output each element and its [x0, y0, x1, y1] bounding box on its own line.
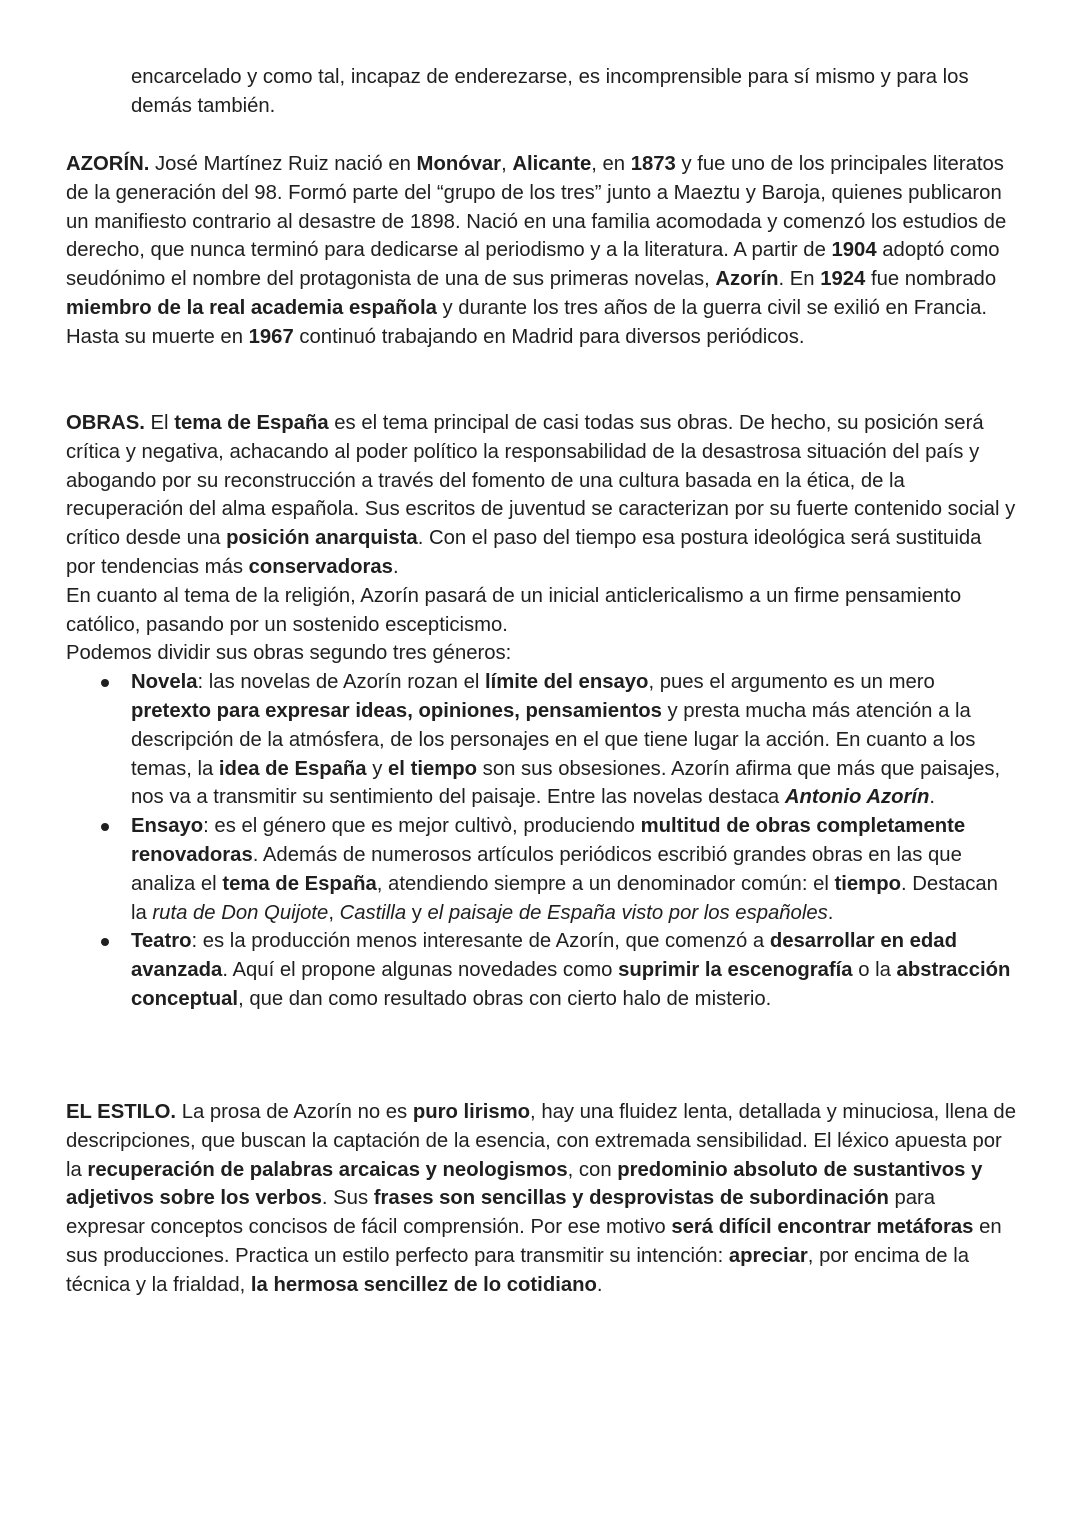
- azorin-paragraph: AZORÍN. José Martínez Ruiz nació en Monóvar, Alicante, en 1873 y fue uno de los principales literatos de la generación del 98. Formó parte del “grupo de los tres” junto a Maeztu y Baroja, quienes publicaron un manifiesto contrario al desastre de 1898. Nació en una familia acomodada y comenzó los estudios de derecho, que nunca terminó para dedicarse al periodismo y a la literatura. A partir de 1904 adoptó como seudónimo el nombre del protagonista de una de sus primeras novelas, Azorín. En 1924 fue nombrado miembro de la real academia española y durante los tres años de la guerra civil se exilió en Francia. Hasta su muerte en 1967 continuó trabajando en Madrid para diversos periódicos.: [66, 153, 1007, 348]
- list-item-teatro: Teatro: es la producción menos interesante de Azorín, que comenzó a desarrollar en edad avanzada. Aquí el propone algunas novedades como suprimir la escenografía o la abstracción conceptual, que dan como resultado obras con cierto halo de misterio.: [66, 927, 1016, 1013]
- bullet-icon: [101, 938, 109, 946]
- intro-paragraph: encarcelado y como tal, incapaz de enderezarse, es incomprensible para sí mismo y para los demás también.: [131, 66, 969, 117]
- bullet-icon: [101, 679, 109, 687]
- section-heading: AZORÍN.: [66, 153, 150, 175]
- list-item-ensayo: Ensayo: es el género que es mejor cultivò, produciendo multitud de obras completamente renovadoras. Además de numerosos artículos periódicos escribió grandes obras en las que analiza el tema de España, atendiendo siempre a un denominador común: el tiempo. Destacan la ruta de Don Quijote, Castilla y el paisaje de España visto por los españoles.: [66, 812, 1016, 927]
- section-heading: OBRAS.: [66, 412, 145, 434]
- section-heading: EL ESTILO.: [66, 1101, 177, 1123]
- obras-section: [66, 409, 1016, 1014]
- obras-paragraph: OBRAS. El tema de España es el tema principal de casi todas sus obras. De hecho, su posición será crítica y negativa, achacando al poder político la responsabilidad de la desastrosa situación del país y abogando por su reconstrucción a través del fomento de una cultura basada en la ética, de la recuperación del alma española. Sus escritos de juventud se caracterizan por su fuerte contenido social y crítico desde una posición anarquista. Con el paso del tiempo esa postura ideológica será sustituida por tendencias más conservadoras.: [66, 412, 1016, 578]
- bullet-icon: [101, 823, 109, 831]
- genres-list: [66, 668, 1016, 1014]
- estilo-paragraph: EL ESTILO. La prosa de Azorín no es puro lirismo, hay una fluidez lenta, detallada y minuciosa, llena de descripciones, que buscan la captación de la esencia, con extremada sensibilidad. El léxico apuesta por la recuperación de palabras arcaicas y neologismos, con predominio absoluto de sustantivos y adjetivos sobre los verbos. Sus frases son sencillas y desprovistas de subordinación para expresar conceptos concisos de fácil comprensión. Por ese motivo será difícil encontrar metáforas en sus producciones. Practica un estilo perfecto para transmitir su intención: apreciar, por encima de la técnica y la frialdad, la hermosa sencillez de lo cotidiano.: [66, 1101, 1016, 1296]
- generos-intro: Podemos dividir sus obras segundo tres géneros:: [66, 642, 512, 665]
- list-item-novela: Novela: las novelas de Azorín rozan el límite del ensayo, pues el argumento es un mero pretexto para expresar ideas, opiniones, pensamientos y presta mucha más atención a la descripción de la atmósfera, de los personajes en el que tiene lugar la acción. En cuanto a los temas, la idea de España y el tiempo son sus obsesiones. Azorín afirma que más que paisajes, nos va a transmitir su sentimiento del paisaje. Entre las novelas destaca Antonio Azorín.: [66, 668, 1016, 812]
- religion-paragraph: En cuanto al tema de la religión, Azorín pasará de un inicial anticlericalismo a un firme pensamiento católico, pasando por un sostenido escepticismo.: [66, 584, 962, 636]
